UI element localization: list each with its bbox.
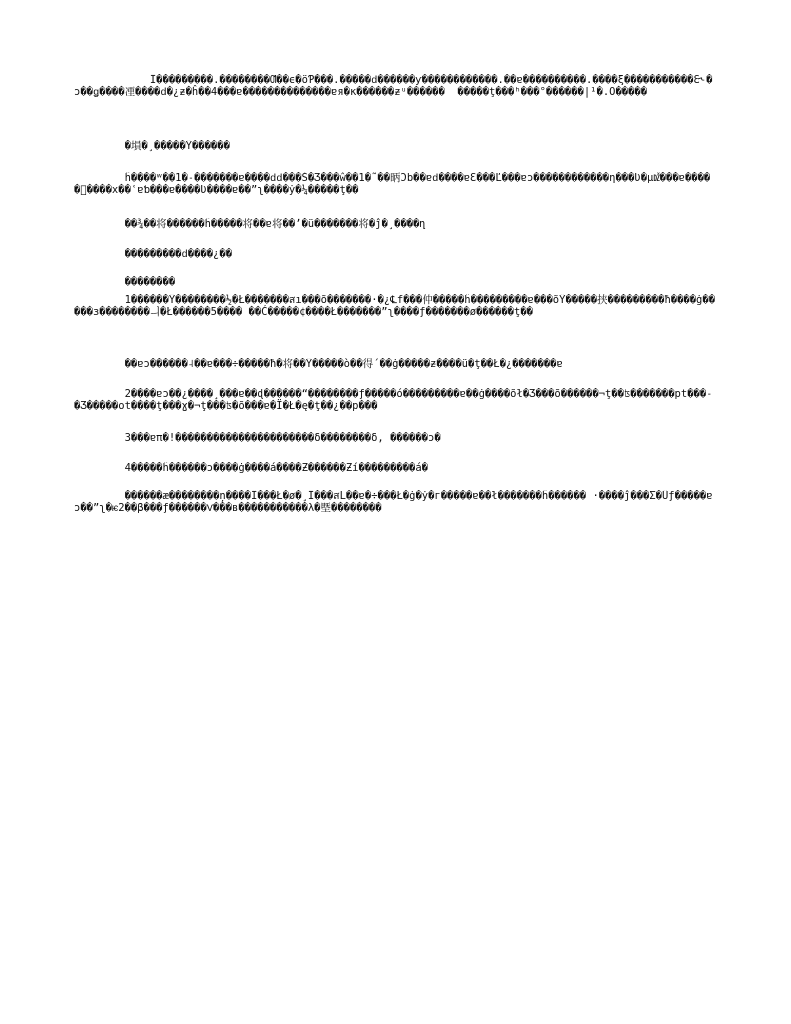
list-item-3: 3���ɐπ�!����������������������δ��������δ, ������ɔ� xyxy=(74,432,441,444)
list-item-4: 4�����ĥ������ɔ����ġ����á����Ƶ������Ƶí���������á� xyxy=(74,462,429,474)
paragraph-1: Ï���������.��������Ƣ��ϵ�öƤ���.�����ԁ������ƴ������������.��ɐ����������.����ξ�����������Ɛ˞�ɔ��ǥ����凐����ԁ�¿​​​​ƶ�ĥ��4���ɐ�​�������������ɐя�ĸ������ƶᵘ������ �����ţ���ʰ���°������|​​​​​​¹�.​​O����� xyxy=(74,74,713,98)
paragraph-2: �塤�¸�����Ÿ������ xyxy=(74,140,230,152)
paragraph-5: ���������ԁ����¿�� xyxy=(74,248,233,260)
paragraph-7: ������æ��������ņ����Ï���Ł�ø�¸​​​​​Ï���ส​​L��ɐ�÷���Ł�ġ�ẏ�г�����ɐ��ł�������ĥ������ ·����ĵ���Σ�Ûƒ�����ɐɔ��”ʅ�ѥ2��β���ƒ������Ѵ���в�����������λ�塈�������� xyxy=(74,490,713,514)
section-heading: �������� xyxy=(74,276,176,288)
list-item-1: 1������Ÿ��������½�Ł�������ส​​​ı���õ�������·�¿℄f���仲�����ĥ���������ɐ���õŸ�����挟���������ħ����ġ�����з��������ㅢ�Ł������5���� ��Ć�����¢����Ł�������”ʅ����ƒ�������ø������ţ�� xyxy=(74,294,716,318)
paragraph-3: ĥ����ʷ��1�˗�������ɐ����ԁԁ���​​Š�Ʒ���ŵ��1�˜��昞Ɔb��ɐԁ����ɐƐ���Ľ���ɐɔ������������η���Ʋ�µǄ���ɐ�����ͧ����х��​ʿɐƅ���ɐ����Ʋ����ɐ��”ʅ����ẏ�¼�����ţ�� xyxy=(74,172,711,196)
paragraph-4: ��¾��将������ĥ�����将��ɐ​​​将��ʼ�ü�������将�ĵ�¸����ղ​​ xyxy=(74,218,426,230)
list-item-2: 2����ɐɔ��¿����¸���ɐ��ɖ������“��������ƒ�����ó���������ɐ��ġ����õł�Ʒ���õ������¬ţ��ʦ�������рt���˗�Ʒ�����οt����ţ���ɣ�¬ţ���ʦ�õ���ɐ�Ï�Ł�ę�ţ��¿��р��� xyxy=(74,388,713,412)
paragraph-6: ��ɐɔ������˨��ɐ���÷�����ħ�将��Ÿ�����ò��得´��ġ�����ƶ����ü�ţ��Ł�¿�������ɐ xyxy=(74,358,563,370)
